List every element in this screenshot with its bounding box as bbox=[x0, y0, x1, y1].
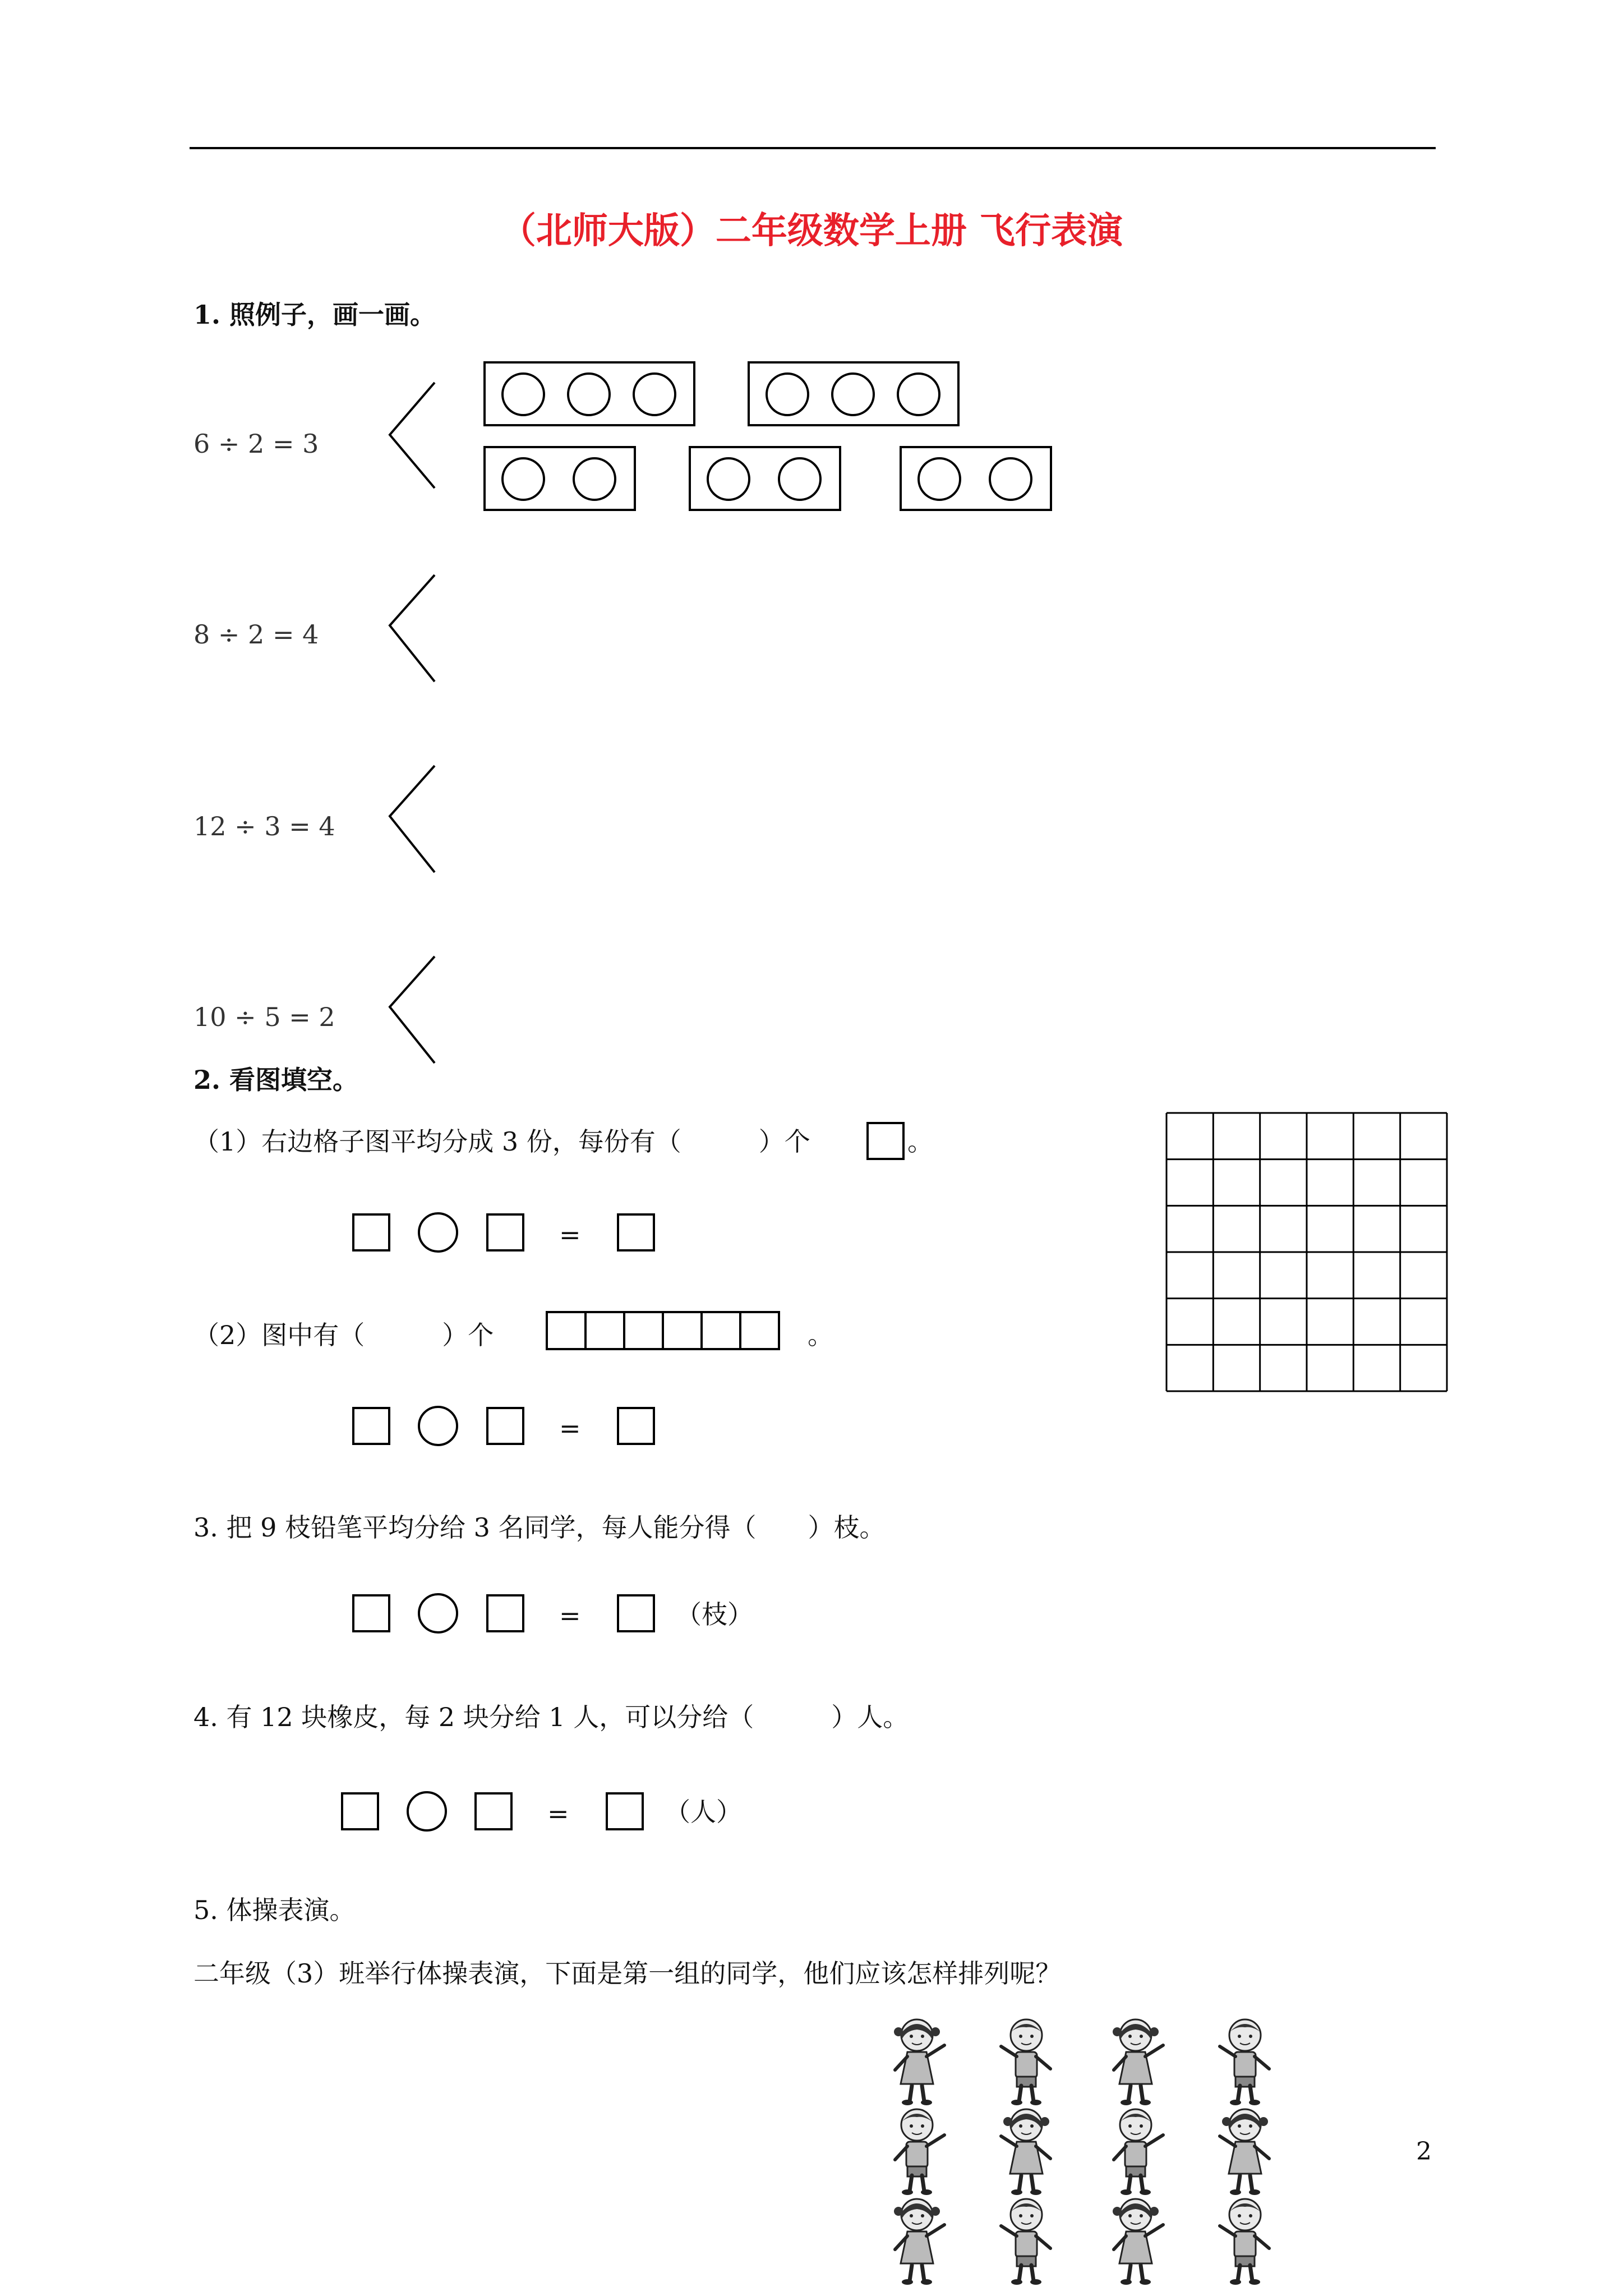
student-figure-icon bbox=[1203, 2193, 1287, 2286]
student-figure-icon bbox=[1203, 2104, 1287, 2196]
q1-heading: 1. 照例子，画一画。 bbox=[193, 300, 436, 330]
answer-box[interactable] bbox=[486, 1213, 524, 1251]
q1-equation-3: 12 ÷ 3 = 4 bbox=[193, 811, 335, 841]
circle bbox=[633, 372, 676, 416]
student-figure-icon bbox=[984, 2193, 1068, 2286]
student-figure-icon bbox=[1203, 2014, 1287, 2106]
grid-figure bbox=[1165, 1112, 1448, 1392]
operator-circle[interactable] bbox=[418, 1593, 458, 1634]
answer-box[interactable] bbox=[352, 1407, 390, 1445]
example-group-box bbox=[748, 361, 960, 426]
circle bbox=[778, 457, 822, 501]
answer-box[interactable] bbox=[352, 1213, 390, 1251]
answer-box[interactable] bbox=[486, 1594, 524, 1632]
strip-cell bbox=[587, 1313, 625, 1348]
answer-box[interactable] bbox=[486, 1407, 524, 1445]
q2-part1-end: 。 bbox=[907, 1126, 933, 1157]
q4-unit: （人） bbox=[665, 1797, 742, 1827]
student-figure-icon bbox=[875, 2014, 959, 2106]
student-figure-icon bbox=[875, 2104, 959, 2196]
equals-sign: = bbox=[559, 1600, 581, 1631]
student-figure-icon bbox=[1094, 2104, 1178, 2196]
circle bbox=[897, 372, 940, 416]
bracket-2 bbox=[381, 569, 443, 693]
equals-sign: = bbox=[559, 1220, 581, 1250]
equals-sign: = bbox=[559, 1413, 581, 1443]
strip-cell bbox=[548, 1313, 587, 1348]
q3-unit: （枝） bbox=[676, 1599, 753, 1630]
circle bbox=[707, 457, 750, 501]
q1-equation-1: 6 ÷ 2 = 3 bbox=[193, 429, 319, 459]
example-group-box bbox=[689, 446, 841, 511]
circle bbox=[989, 457, 1032, 501]
student-figure-icon bbox=[875, 2193, 959, 2286]
q5-heading: 5. 体操表演。 bbox=[193, 1895, 356, 1925]
example-group-box bbox=[483, 446, 636, 511]
answer-box[interactable] bbox=[617, 1407, 655, 1445]
bracket-1 bbox=[381, 376, 443, 499]
q2-part2-text: （2）图中有（ ）个 bbox=[193, 1320, 494, 1350]
example-group-box bbox=[483, 361, 695, 426]
circle bbox=[917, 457, 961, 501]
circle bbox=[567, 372, 611, 416]
circle bbox=[573, 457, 616, 501]
q3-text: 3. 把 9 枝铅笔平均分给 3 名同学，每人能分得（ ）枝。 bbox=[193, 1512, 886, 1543]
strip-figure bbox=[546, 1311, 780, 1350]
q5-text: 二年级（3）班举行体操表演，下面是第一组的同学，他们应该怎样排列呢？ bbox=[193, 1958, 1062, 1989]
circle bbox=[766, 372, 809, 416]
strip-cell bbox=[741, 1313, 778, 1348]
page-title: （北师大版）二年级数学上册 飞行表演 bbox=[500, 210, 1123, 252]
unit-square-icon bbox=[866, 1122, 905, 1160]
circle bbox=[831, 372, 875, 416]
answer-box[interactable] bbox=[617, 1594, 655, 1632]
header-rule bbox=[190, 147, 1436, 149]
answer-box[interactable] bbox=[352, 1594, 390, 1632]
answer-box[interactable] bbox=[606, 1792, 644, 1830]
bracket-3 bbox=[381, 760, 443, 884]
circle bbox=[501, 372, 545, 416]
answer-box[interactable] bbox=[341, 1792, 379, 1830]
student-figure-icon bbox=[984, 2014, 1068, 2106]
operator-circle[interactable] bbox=[407, 1791, 447, 1832]
student-figure-icon bbox=[984, 2104, 1068, 2196]
q4-text: 4. 有 12 块橡皮，每 2 块分给 1 人，可以分给（ ）人。 bbox=[193, 1702, 909, 1732]
strip-cell bbox=[664, 1313, 703, 1348]
student-figure-icon bbox=[1094, 2014, 1178, 2106]
strip-cell bbox=[625, 1313, 664, 1348]
answer-box[interactable] bbox=[617, 1213, 655, 1251]
students-figure bbox=[875, 2014, 1301, 2296]
student-figure-icon bbox=[1094, 2193, 1178, 2286]
q1-equation-2: 8 ÷ 2 = 4 bbox=[193, 619, 319, 650]
q1-equation-4: 10 ÷ 5 = 2 bbox=[193, 1002, 335, 1032]
q2-heading: 2. 看图填空。 bbox=[193, 1065, 359, 1095]
strip-cell bbox=[703, 1313, 741, 1348]
bracket-4 bbox=[381, 951, 443, 1074]
q2-part2-end: 。 bbox=[808, 1320, 833, 1350]
example-group-box bbox=[900, 446, 1052, 511]
operator-circle[interactable] bbox=[418, 1406, 458, 1446]
equals-sign: = bbox=[547, 1798, 569, 1829]
answer-box[interactable] bbox=[474, 1792, 513, 1830]
operator-circle[interactable] bbox=[418, 1212, 458, 1253]
circle bbox=[501, 457, 545, 501]
q2-part1-text: （1）右边格子图平均分成 3 份，每份有（ ）个 bbox=[193, 1126, 810, 1157]
page-number: 2 bbox=[1416, 2137, 1432, 2166]
